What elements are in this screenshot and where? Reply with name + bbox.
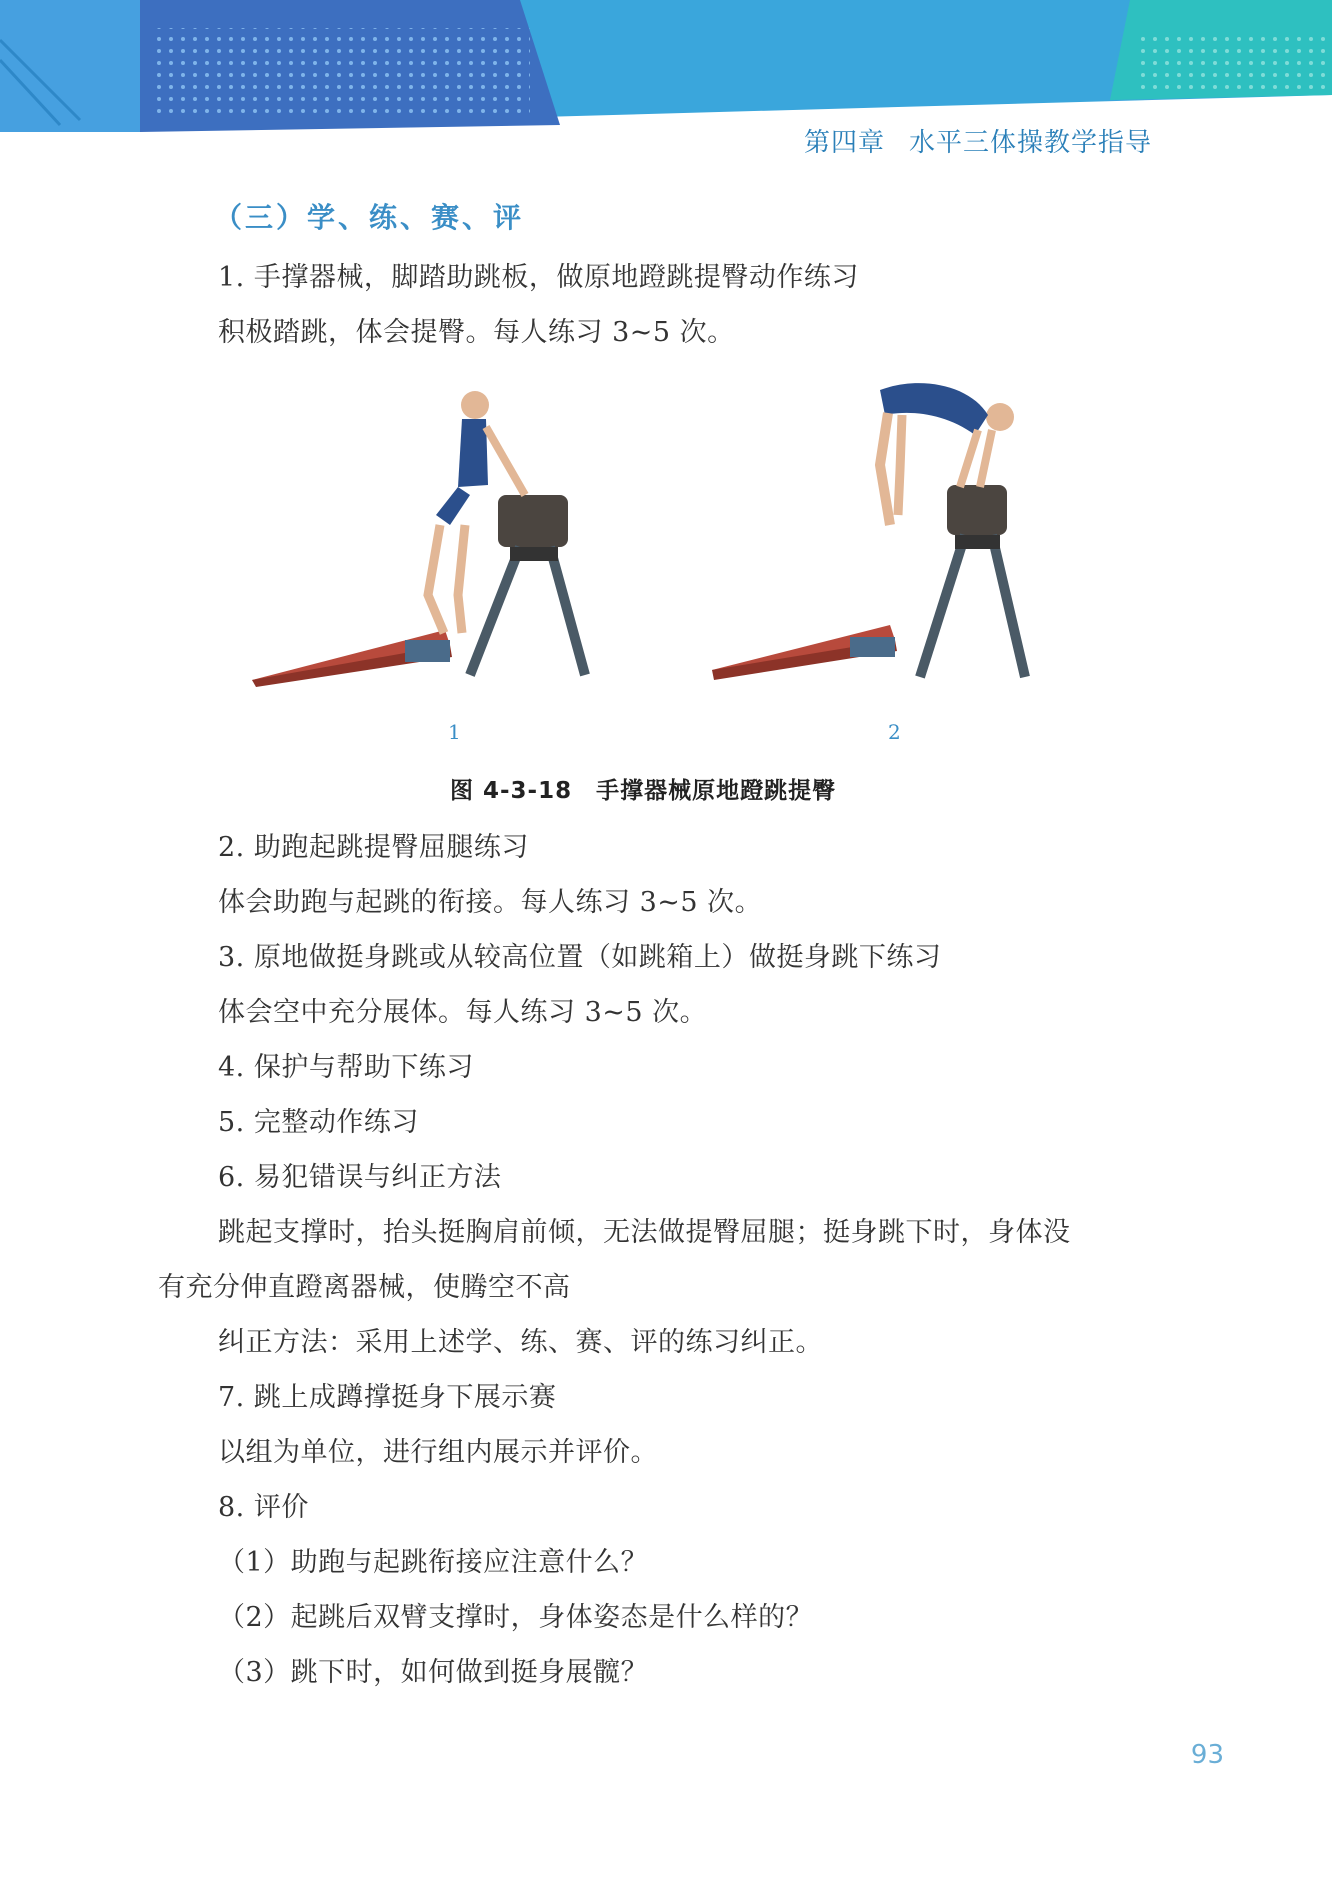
chapter-header <box>804 122 1152 159</box>
figure-label-1: 1 <box>448 720 461 744</box>
paragraph-item-6: 6. 易犯错误与纠正方法 <box>218 1162 502 1193</box>
section-heading: （三）学、练、赛、评 <box>214 201 525 234</box>
figure-photo-1 <box>252 391 585 687</box>
paragraph-item-3: 3. 原地做挺身跳或从较高位置（如跳箱上）做挺身跳下练习 <box>218 942 942 973</box>
paragraph-errors-line1: 跳起支撑时，抬头挺胸肩前倾，无法做提臀屈腿；挺身跳下时，身体没 <box>218 1217 1071 1248</box>
question-2: （2）起跳后双臂支撑时，身体姿态是什么样的？ <box>218 1602 814 1633</box>
header-banner <box>0 0 1332 140</box>
paragraph-correction: 纠正方法：采用上述学、练、赛、评的练习纠正。 <box>218 1327 823 1358</box>
paragraph-item-4: 4. 保护与帮助下练习 <box>218 1052 474 1083</box>
question-1: （1）助跑与起跳衔接应注意什么？ <box>218 1547 649 1578</box>
paragraph-item-7-detail: 以组为单位，进行组内展示并评价。 <box>218 1437 658 1468</box>
paragraph-item-8: 8. 评价 <box>218 1492 309 1523</box>
chapter-number: 第四章 <box>803 128 885 158</box>
figure-label-2: 2 <box>888 720 901 744</box>
question-3: （3）跳下时，如何做到挺身展髋？ <box>218 1657 649 1688</box>
paragraph-item-3-detail: 体会空中充分展体。每人练习 3~5 次。 <box>218 997 708 1028</box>
page-number: 93 <box>1190 1740 1224 1770</box>
paragraph-item-2-detail: 体会助跑与起跳的衔接。每人练习 3~5 次。 <box>218 887 763 918</box>
paragraph-item-5: 5. 完整动作练习 <box>218 1107 419 1138</box>
vault-figure <box>240 375 1090 705</box>
paragraph-item-1-detail: 积极踏跳，体会提臀。每人练习 3~5 次。 <box>218 317 735 348</box>
paragraph-item-7: 7. 跳上成蹲撑挺身下展示赛 <box>218 1382 557 1413</box>
paragraph-item-2: 2. 助跑起跳提臀屈腿练习 <box>218 832 529 863</box>
chapter-title: 水平三体操教学指导 <box>908 128 1152 158</box>
paragraph-item-1: 1. 手撑器械，脚踏助跳板，做原地蹬跳提臀动作练习 <box>218 262 859 293</box>
paragraph-errors-line2: 有充分伸直蹬离器械，使腾空不高 <box>158 1272 571 1303</box>
figure-caption: 图 4-3-18 手撑器械原地蹬跳提臀 <box>450 778 837 804</box>
figure-photo-2 <box>712 383 1025 680</box>
